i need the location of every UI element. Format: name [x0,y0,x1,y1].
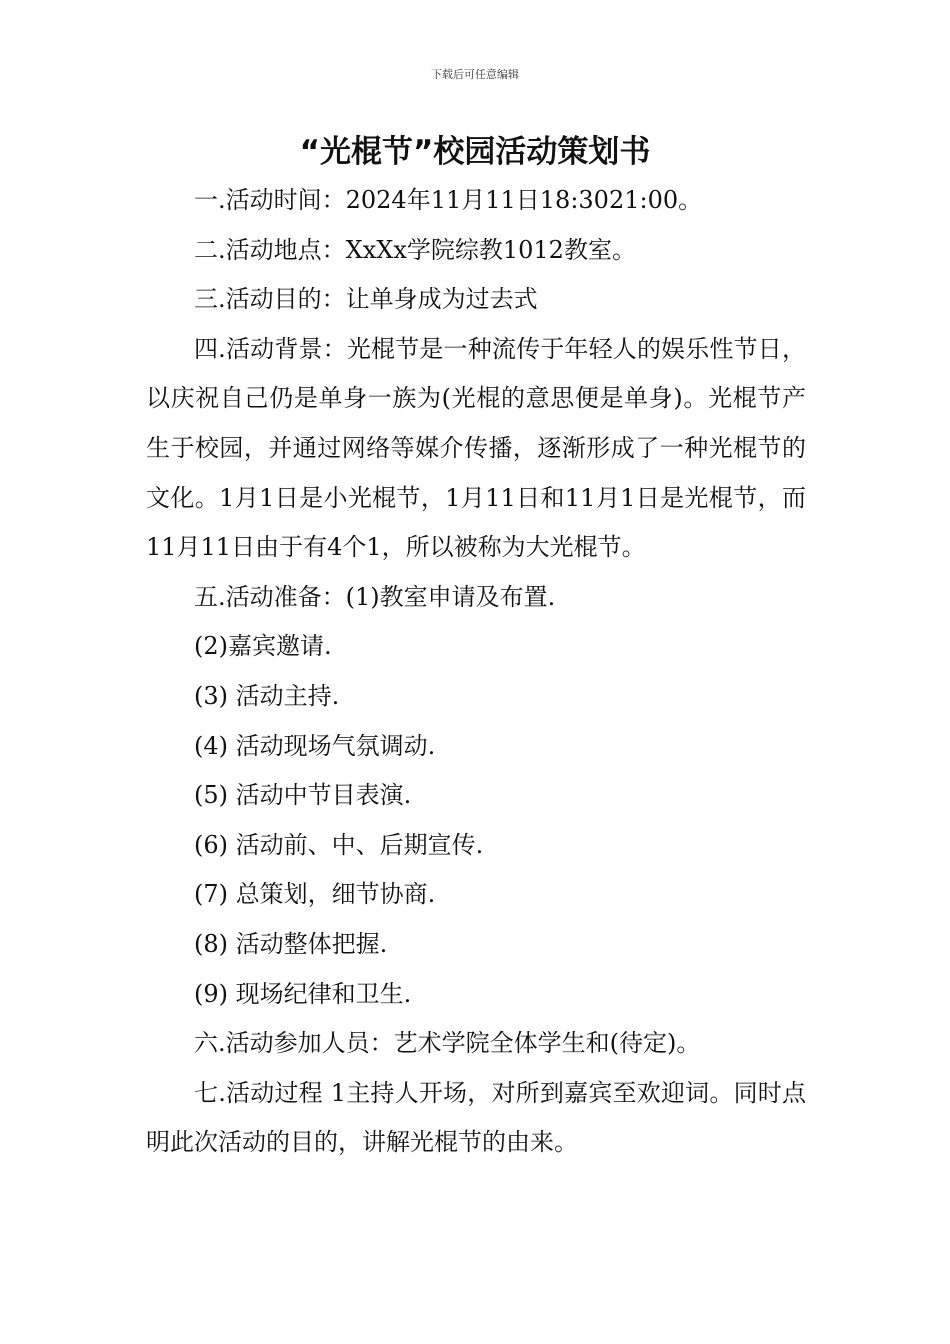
document-body [146,176,806,1168]
paragraph-participants: 六.活动参加人员：艺术学院全体学生和(待定)。 [194,1029,701,1058]
document-title: “光棍节”校园活动策划书 [299,134,651,170]
paragraph-activity-background: 四.活动背景：光棍节是一种流传于年轻人的娱乐性节日，以庆祝自己仍是单身一族为(光棍的意思便是单身)。光棍节产生于校园，并通过网络等媒介传播，逐渐形成了一种光棍节的文化。1月1日是小光棍节，1月11日和11月1日是光棍节，而11月11日由于有4个1，所以被称为大光棍节。 [146,334,806,562]
paragraph-activity-location: 二.活动地点：XxXx学院综教1012教室。 [194,235,636,264]
paragraph-activity-process: 七.活动过程 1主持人开场，对所到嘉宾至欢迎词。同时点明此次活动的目的，讲解光棍节的由来。 [146,1078,806,1157]
list-item-preparation-2: (2)嘉宾邀请. [194,632,332,661]
list-item-preparation-7: (7) 总策划，细节协商. [194,880,436,909]
paragraph-preparation-intro: 五.活动准备：(1)教室申请及布置. [194,582,556,611]
list-item-preparation-9: (9) 现场纪律和卫生. [194,979,412,1008]
list-item-preparation-4: (4) 活动现场气氛调动. [194,731,436,760]
list-item-preparation-3: (3) 活动主持. [194,681,340,710]
list-item-preparation-6: (6) 活动前、中、后期宣传. [194,830,484,859]
paragraph-activity-time: 一.活动时间：2024年11月11日18:3021:00。 [194,186,703,214]
page-header-note: 下载后可任意编辑 [431,68,519,81]
list-item-preparation-5: (5) 活动中节目表演. [194,781,412,810]
list-item-preparation-8: (8) 活动整体把握. [194,929,388,958]
paragraph-activity-purpose: 三.活动目的：让单身成为过去式 [194,285,538,314]
